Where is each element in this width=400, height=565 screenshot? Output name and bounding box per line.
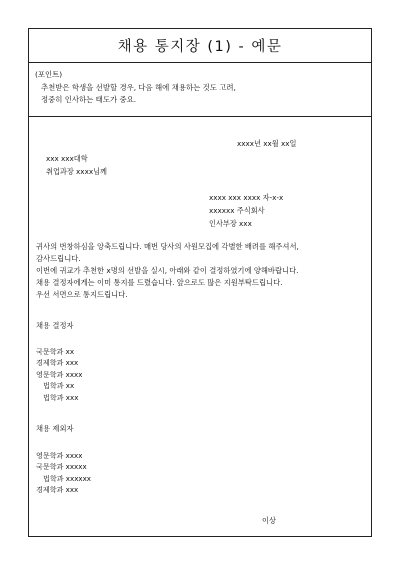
rejected-list: [36, 450, 91, 496]
recipient-department: 취업과장 xxxx님께: [46, 167, 107, 176]
sender-company: xxxxxx 주식회사: [209, 206, 265, 215]
document: [28, 28, 372, 537]
point-line-2: 정중히 인사하는 태도가 중요.: [41, 95, 137, 104]
point-label: (포인트): [35, 70, 63, 79]
body-line-5: 우선 서면으로 통지드립니다.: [36, 290, 128, 300]
rejected-item: 법학과 xxxxxx: [43, 473, 92, 483]
body-line-2: 감사드립니다.: [36, 254, 81, 264]
letter-body: [36, 241, 299, 301]
body-line-4: 채용 결정자에게는 이미 통지를 드렸습니다. 앞으로도 많은 지원부탁드립니다.: [36, 278, 283, 288]
accepted-item: 영문학과 xxxx: [36, 369, 83, 379]
sender-address: xxxx xxx xxxx 자-x-x: [209, 193, 284, 202]
rejected-item: 국문학과 xxxxx: [36, 462, 87, 472]
rejected-item: 영문학과 xxxx: [36, 451, 83, 460]
closing-text: 이상: [262, 516, 276, 525]
accepted-item: 법학과 xxx: [43, 392, 79, 402]
accepted-heading: 채용 결정자: [36, 321, 74, 330]
accepted-item: 법학과 xx: [43, 381, 75, 391]
point-section: [29, 63, 371, 117]
letter-date: xxxx년 xx월 xx일: [237, 139, 297, 148]
rejected-heading: 채용 제외자: [36, 424, 74, 433]
document-title: 채용 통지장 (1) - 예문: [29, 29, 371, 63]
rejected-item: 경제학과 xxx: [36, 485, 79, 495]
accepted-item: 국문학과 xx: [36, 347, 75, 356]
accepted-list: [36, 346, 82, 403]
sender-person: 인사부장 xxx: [209, 219, 252, 228]
recipient-university: xxx xxx대학: [46, 154, 88, 163]
accepted-item: 경제학과 xxx: [36, 358, 79, 368]
point-line-1: 추천받은 학생을 선발할 경우, 다음 해에 채용하는 것도 고려,: [41, 82, 236, 92]
body-line-3: 이번에 귀교가 추천한 x명의 선발을 실시, 아래와 같이 결정하였기에 양해바랍니다.: [36, 266, 299, 276]
body-line-1: 귀사의 번창하심을 앙축드립니다. 매번 당사의 사원모집에 각별한 배려를 해주셔서,: [36, 242, 299, 251]
